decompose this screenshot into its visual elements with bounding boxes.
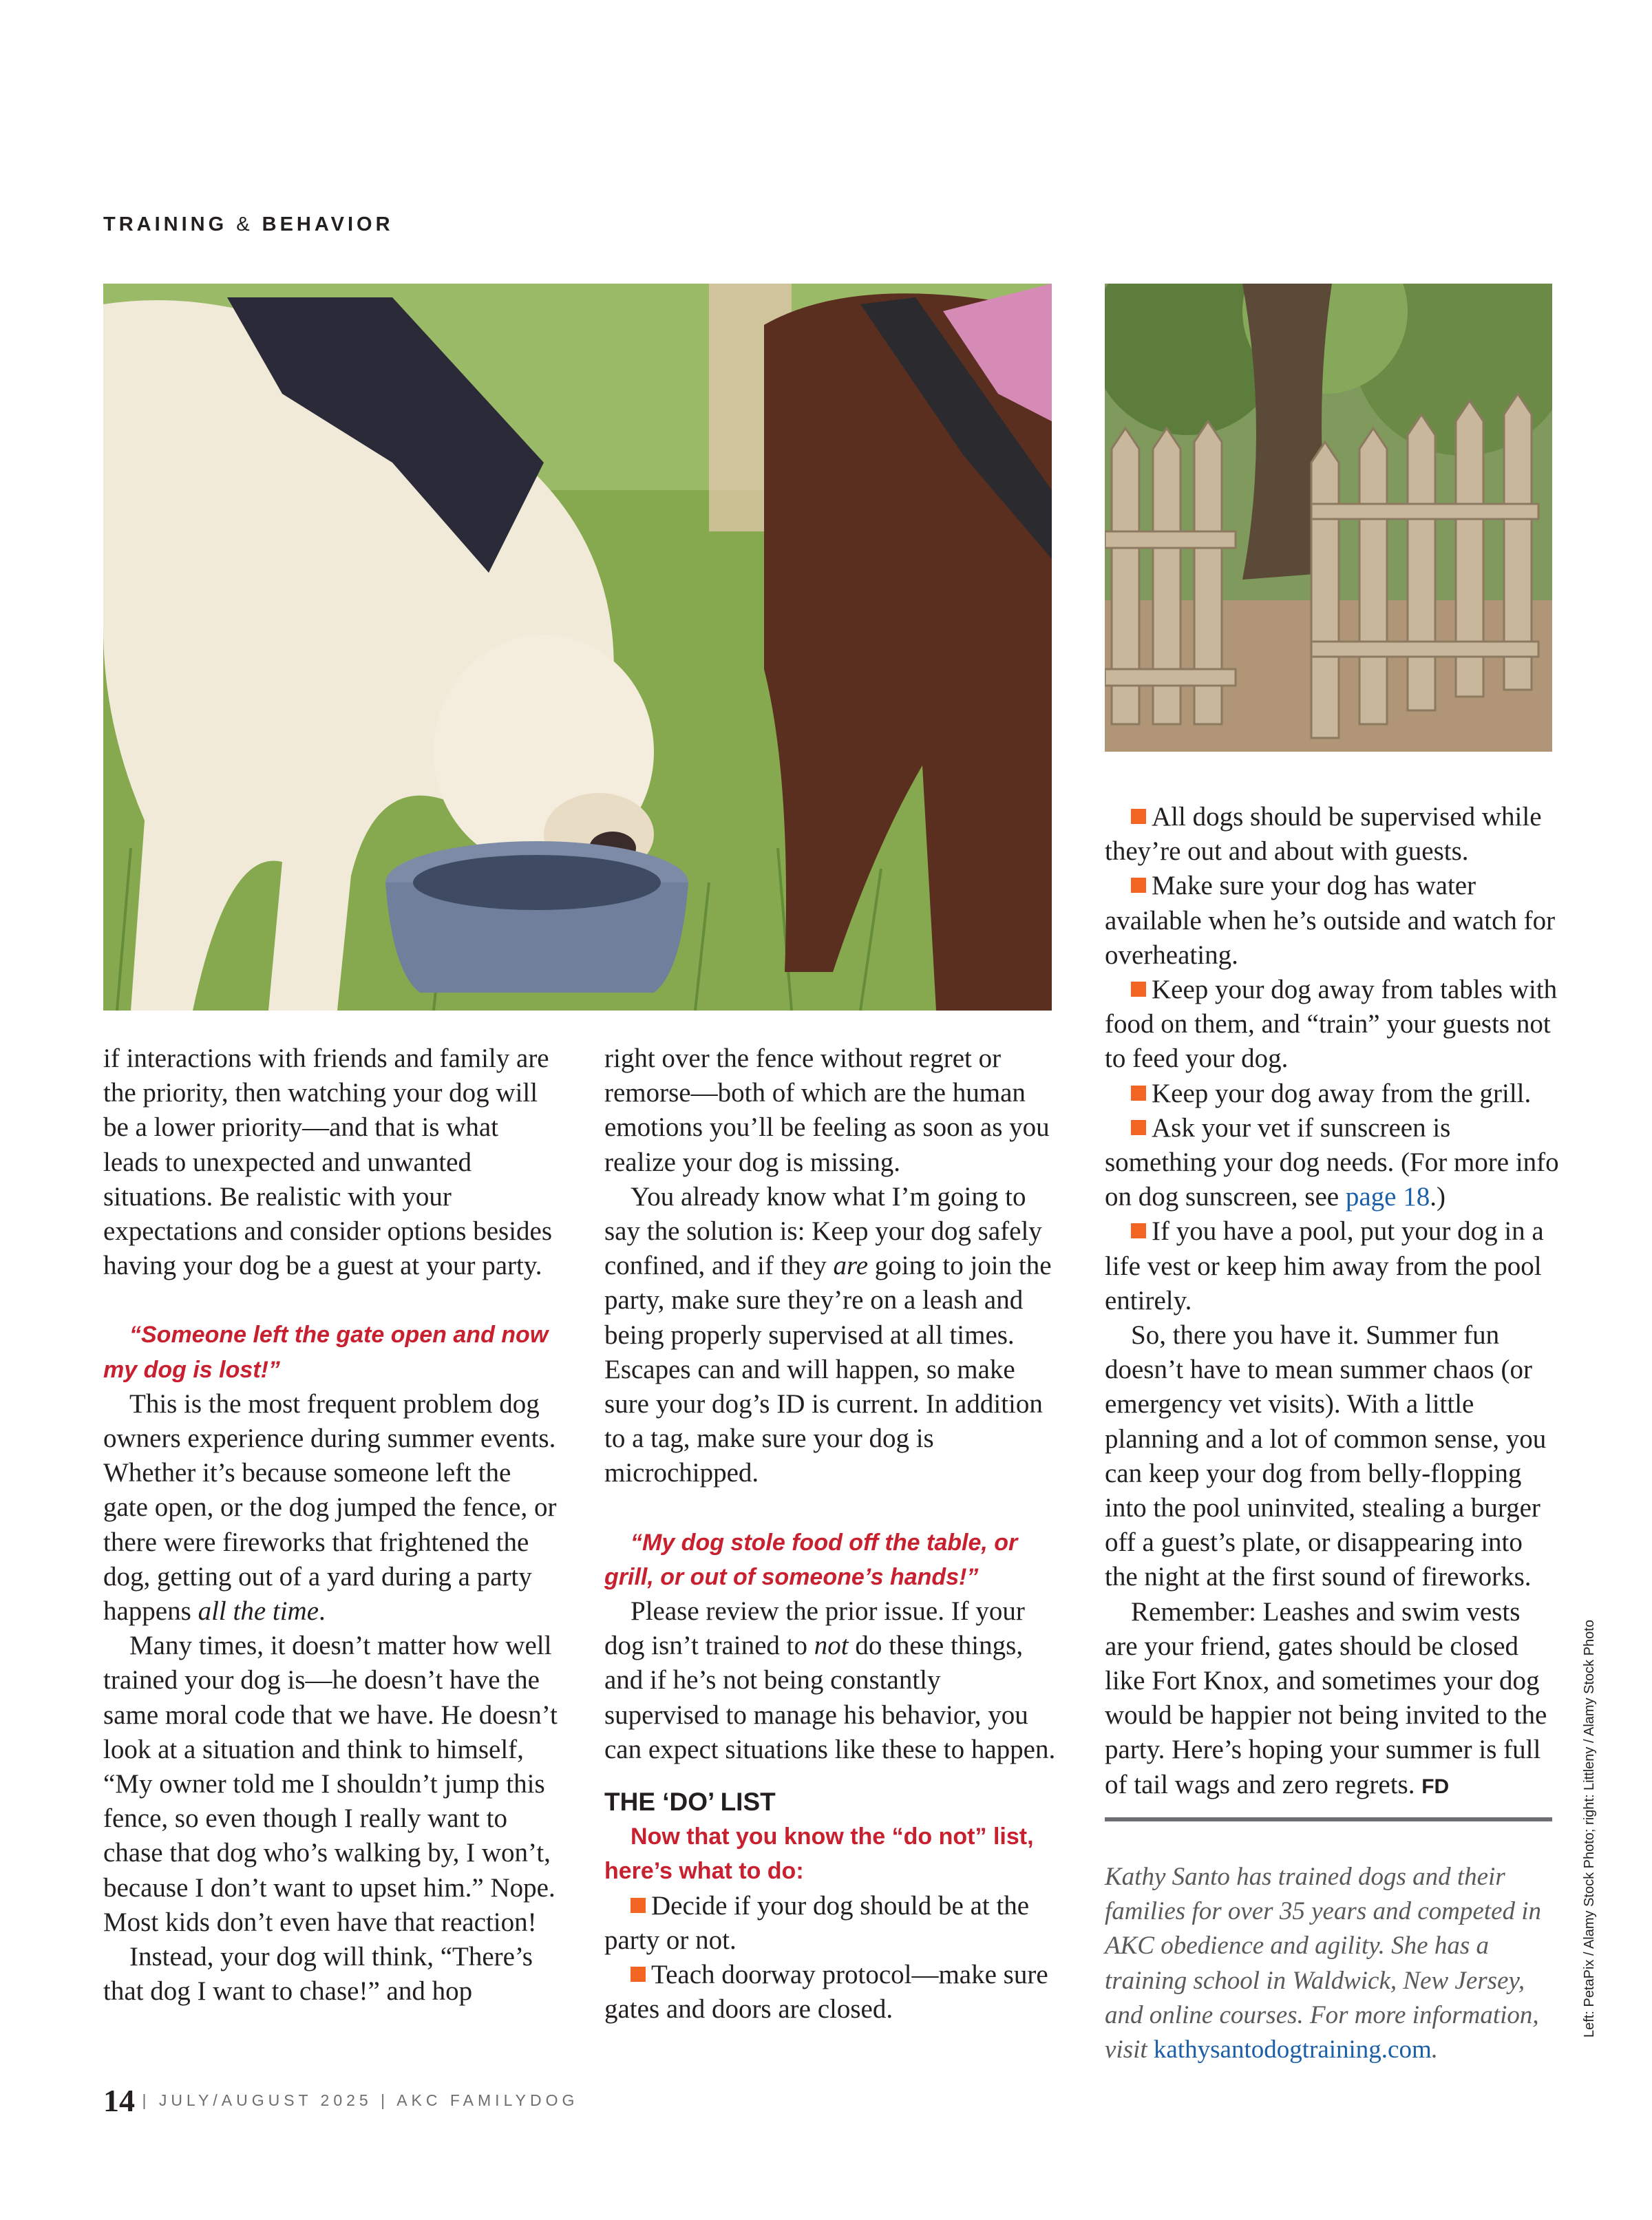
- author-website-link[interactable]: kathysantodogtraining.com: [1153, 2036, 1432, 2064]
- column-1: [103, 1042, 558, 2009]
- square-bullet-icon: [1131, 982, 1146, 997]
- square-bullet-icon: [631, 1967, 646, 1982]
- col1-p2-text-a: This is the most frequent problem dog owners experience during summer events. Whether it’s because someone left the gate open, or the dog jumped the fence, or there were fireworks that frightened the dog, getting out of a yard during a party happens: [103, 1388, 557, 1627]
- footer-publication: | JULY/AUGUST 2025 | AKC FAMILYDOG: [142, 2091, 579, 2109]
- do-list-item-text: Make sure your dog has water available when he’s outside and watch for overheating.: [1105, 871, 1556, 970]
- do-list-item: [1105, 1214, 1559, 1318]
- square-bullet-icon: [1131, 1120, 1146, 1135]
- author-bio-end: .: [1431, 2036, 1439, 2064]
- do-list-item-text: All dogs should be supervised while they’re out and about with guests.: [1105, 802, 1542, 867]
- photo-dogs-drinking: [103, 284, 1052, 1011]
- dogs-illustration: [103, 284, 1052, 1011]
- col2-p2-text-a: You already know what I’m going to say the solution is: Keep your dog safely confined, and if they: [604, 1181, 1042, 1281]
- col2-p2-text-b: going to join the party, make sure they’re on a leash and being properly supervised at all times. Escapes can and will happen, so make sure your dog’s ID is current. In addition to a tag, make sure your dog is microchipped.: [604, 1251, 1052, 1488]
- col3-p2-text: Remember: Leashes and swim vests are your friend, gates should be closed like Fort Knox, and sometimes your dog would be happier not being invited to the party. Here’s hoping your summer is full of tail wags and zero regrets.: [1105, 1596, 1547, 1799]
- photo-credit: Left: PetaPix / Alamy Stock Photo; right: Littleny / Alamy Stock Photo: [1582, 1620, 1597, 2038]
- do-list-heading: THE ‘DO’ LIST: [604, 1788, 776, 1817]
- do-list-item: [1105, 1111, 1559, 1215]
- col3-paragraph-2: [1105, 1595, 1559, 1804]
- square-bullet-icon: [1131, 1086, 1146, 1101]
- section-label: [103, 213, 394, 236]
- end-mark: FD: [1421, 1775, 1450, 1798]
- do-list-item: [1105, 1077, 1559, 1111]
- do-list-item-text: Teach doorway protocol—make sure gates and doors are closed.: [604, 1960, 1048, 2025]
- square-bullet-icon: [1131, 1223, 1146, 1238]
- do-list-item: [604, 1958, 1059, 2027]
- col1-paragraph-3: Many times, it doesn’t matter how well trained your dog is—he doesn’t have the same moral code that we have. He doesn’t look at a situation and think to himself, “My owner told me I shouldn’t jump this fence, so even though I really want to chase that dog who’s walking by, I won’t, because I don’t want to upset him.” Nope. Most kids don’t even have that reaction!: [103, 1631, 558, 1937]
- page-footer: [103, 2082, 578, 2119]
- col1-p2-emphasis: all the time: [198, 1596, 319, 1627]
- do-list-item: [604, 1889, 1059, 1958]
- page-18-link[interactable]: page 18: [1345, 1182, 1430, 1212]
- do-list-subhead: Now that you know the “do not” list, here’s what to do:: [604, 1823, 1034, 1885]
- do-list-item-text: Keep your dog away from tables with food on them, and “train” your guests not to feed your dog.: [1105, 975, 1558, 1074]
- section-label-a: TRAINING: [103, 213, 228, 235]
- do-list-item-text: If you have a pool, put your dog in a life vest or keep him away from the pool entirely.: [1105, 1216, 1544, 1315]
- col2-p2-emphasis: are: [833, 1251, 869, 1281]
- do-list-item: [1105, 800, 1559, 869]
- bio-divider: [1105, 1817, 1552, 1821]
- col1-paragraph-4: Instead, your dog will think, “There’s that dog I want to chase!” and hop: [103, 1942, 533, 2007]
- column-3: [1105, 800, 1559, 1804]
- page-number: 14: [103, 2083, 135, 2118]
- col1-p2-text-b: .: [319, 1596, 326, 1627]
- do-list-item-text: Ask your vet if sunscreen is something your dog needs. (For more info on dog sunscreen, see: [1105, 1112, 1559, 1212]
- col2-p3-text-a: Please review the prior issue. If your dog isn’t trained to: [604, 1596, 1025, 1661]
- do-list-item: [1105, 869, 1559, 973]
- subhead-food-stolen: “My dog stole food off the table, or grill, or out of someone’s hands!”: [604, 1529, 1018, 1590]
- col3-paragraph-1: So, there you have it. Summer fun doesn’t have to mean summer chaos (or emergency vet visits). With a little planning and a lot of common sense, you can keep your dog from belly-flopping into the pool uninvited, stealing a burger off a guest’s plate, or disappearing into the night at the first sound of fireworks.: [1105, 1320, 1547, 1592]
- author-bio: [1105, 1860, 1552, 2067]
- do-list-item-text: Decide if your dog should be at the party or not.: [604, 1890, 1030, 1955]
- column-2: [604, 1042, 1059, 2027]
- do-list-item: [1105, 973, 1559, 1077]
- col2-paragraph-2: [604, 1180, 1059, 1491]
- do-list-item-text: Keep your dog away from the grill.: [1152, 1078, 1532, 1108]
- col1-paragraph-2: [103, 1387, 558, 1629]
- do-list-item-text-end: .): [1430, 1182, 1446, 1212]
- photo-garden-gate: [1105, 284, 1552, 752]
- square-bullet-icon: [1131, 809, 1146, 824]
- col2-paragraph-3: [604, 1594, 1059, 1767]
- section-label-b: BEHAVIOR: [262, 213, 394, 235]
- author-bio-text: Kathy Santo has trained dogs and their families for over 35 years and competed in AKC obedience and agility. She has a training school in Waldwick, New Jersey, and online courses. For more information, visit: [1105, 1863, 1542, 2064]
- col2-paragraph-1: right over the fence without regret or remorse—both of which are the human emotions you’ll be feeling as soon as you realize your dog is missing.: [604, 1044, 1050, 1177]
- col1-paragraph-1: if interactions with friends and family are the priority, then watching your dog will be a lower priority—and that is what leads to unexpected and unwanted situations. Be realistic with your expectations and consider options besides having your dog be a guest at your party.: [103, 1044, 553, 1281]
- gate-illustration: [1105, 284, 1552, 752]
- section-label-amp: &: [236, 213, 253, 235]
- col2-p3-emphasis: not: [814, 1631, 849, 1661]
- square-bullet-icon: [1131, 878, 1146, 893]
- col2-p3-text-b: do these things, and if he’s not being constantly supervised to manage his behavior, you can expect situations like these to happen.: [604, 1631, 1056, 1764]
- square-bullet-icon: [631, 1898, 646, 1913]
- subhead-gate-open: “Someone left the gate open and now my dog is lost!”: [103, 1322, 549, 1383]
